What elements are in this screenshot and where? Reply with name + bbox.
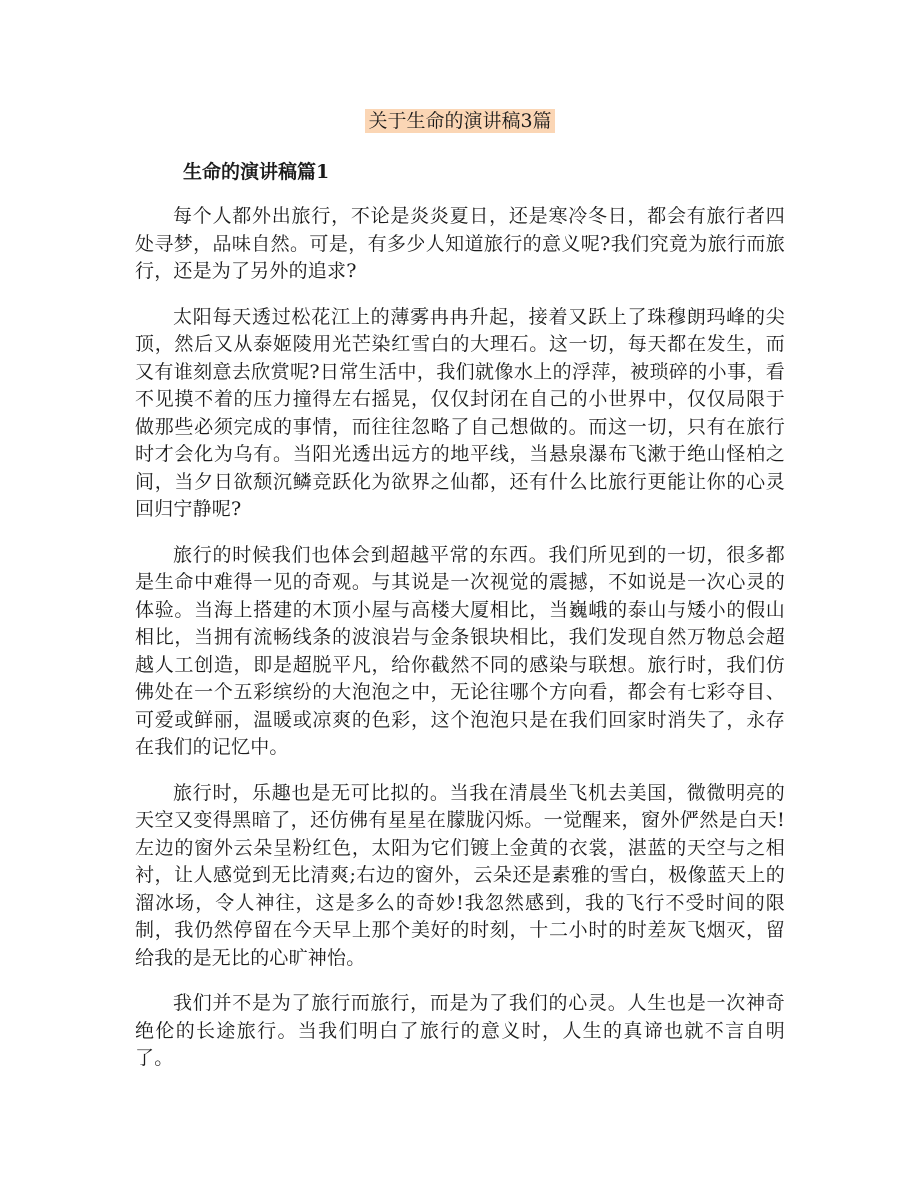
paragraph-4: 旅行时，乐趣也是无可比拟的。当我在清晨坐飞机去美国，微微明亮的天空又变得黑暗了，还仿佛有星星在朦胧闪烁。一觉醒来，窗外俨然是白天!左边的窗外云朵呈粉红色，太阳为它们镀上金黄的衣裳，湛蓝的天空与之相衬，让人感觉到无比清爽;右边的窗外，云朵还是素雅的雪白，极像蓝天上的溜冰场，令人神往，这是多么的奇妙!我忽然感到，我的飞行不受时间的限制，我仍然停留在今天早上那个美好的时刻，十二小时的时差灰飞烟灭，留给我的是无比的心旷神怡。 — [135, 781, 785, 969]
document-body — [135, 203, 785, 1091]
document-title — [0, 107, 920, 135]
paragraph-2: 太阳每天透过松花江上的薄雾冉冉升起，接着又跃上了珠穆朗玛峰的尖顶，然后又从泰姬陵用光芒染红雪白的大理石。这一切，每天都在发生，而又有谁刻意去欣赏呢?日常生活中，我们就像水上的浮萍，被琐碎的小事，看不见摸不着的压力撞得左右摇晃，仅仅封闭在自己的小世界中，仅仅局限于做那些必须完成的事情，而往往忽略了自己想做的。而这一切，只有在旅行时才会化为乌有。当阳光透出远方的地平线，当悬泉瀑布飞漱于绝山怪柏之间，当夕日欲颓沉鳞竞跃化为欲界之仙都，还有什么比旅行更能让你的心灵回归宁静呢? — [135, 305, 785, 520]
paragraph-1: 每个人都外出旅行，不论是炎炎夏日，还是寒冷冬日，都会有旅行者四处寻梦，品味自然。可是，有多少人知道旅行的意义呢?我们究竟为旅行而旅行，还是为了另外的追求? — [135, 205, 785, 282]
document-title-text: 关于生命的演讲稿3篇 — [365, 109, 554, 133]
section-heading: 生命的演讲稿篇1 — [183, 161, 330, 183]
paragraph-5: 我们并不是为了旅行而旅行，而是为了我们的心灵。人生也是一次神奇绝伦的长途旅行。当我们明白了旅行的意义时，人生的真谛也就不言自明了。 — [135, 992, 785, 1069]
paragraph-3: 旅行的时候我们也体会到超越平常的东西。我们所见到的一切，很多都是生命中难得一见的奇观。与其说是一次视觉的震撼，不如说是一次心灵的体验。当海上搭建的木顶小屋与高楼大厦相比，当巍峨的泰山与矮小的假山相比，当拥有流畅线条的波浪岩与金条银块相比，我们发现自然万物总会超越人工创造，即是超脱平凡，给你截然不同的感染与联想。旅行时，我们仿佛处在一个五彩缤纷的大泡泡之中，无论往哪个方向看，都会有七彩夺目、可爱或鲜丽，温暖或凉爽的色彩，这个泡泡只是在我们回家时消失了，永存在我们的记忆中。 — [135, 543, 785, 758]
